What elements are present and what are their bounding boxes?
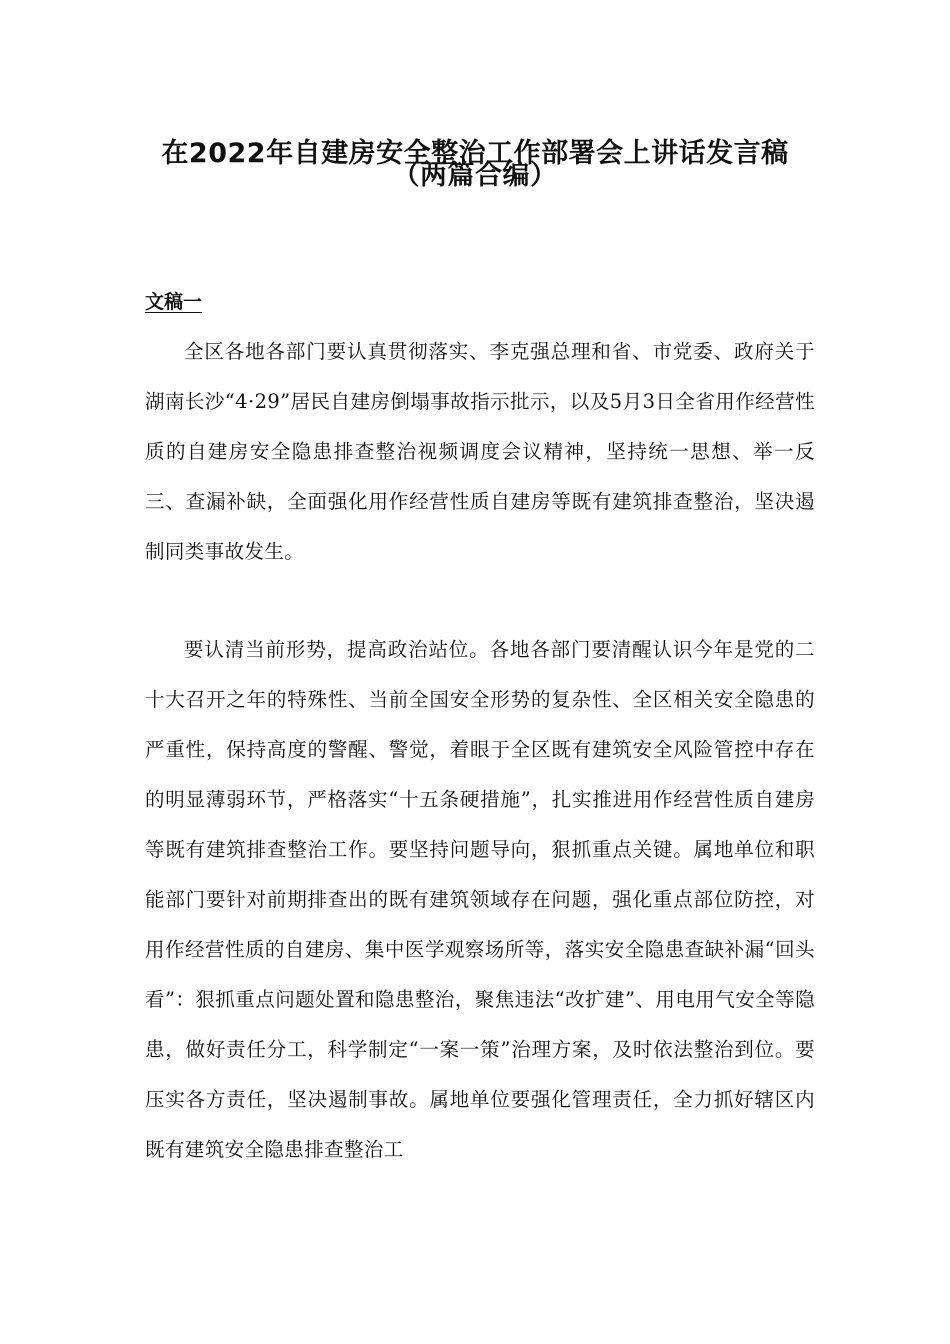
document-subtitle: （两篇合编） — [392, 160, 558, 191]
body-paragraph: 全区各地各部门要认真贯彻落实、李克强总理和省、市党委、政府关于湖南长沙“4·29”居民自建房倒塌事故指示批示，以及5月3日全省用作经营性质的自建房安全隐患排查整治视频调度会议精神，坚持统一思想、举一反三、查漏补缺，全面强化用作经营性质自建房等既有建筑排查整治，坚决遏制同类事故发生。 — [145, 340, 815, 563]
body-paragraph: 要认清当前形势，提高政治站位。各地各部门要清醒认识今年是党的二十大召开之年的特殊性、当前全国安全形势的复杂性、全区相关安全隐患的严重性，保持高度的警醒、警觉，着眼于全区既有建筑安全风险管控中存在的明显薄弱环节，严格落实“十五条硬措施”，扎实推进用作经营性质自建房等既有建筑排查整治工作。要坚持问题导向，狠抓重点关键。属地单位和职能部门要针对前期排查出的既有建筑领域存在问题，强化重点部位防控，对用作经营性质的自建房、集中医学观察场所等，落实安全隐患查缺补漏“回头看”：狠抓重点问题处置和隐患整治，聚焦违法“改扩建”、用电用气安全等隐患，做好责任分工，科学制定“一案一策”治理方案，及时依法整治到位。要压实各方责任，坚决遏制事故。属地单位要强化管理责任，全力抓好辖区内既有建筑安全隐患排查整治工 — [145, 638, 815, 1161]
document-title: 在2022年自建房安全整治工作部署会上讲话发言稿 — [161, 138, 789, 169]
section-heading: 文稿一 — [145, 291, 203, 313]
